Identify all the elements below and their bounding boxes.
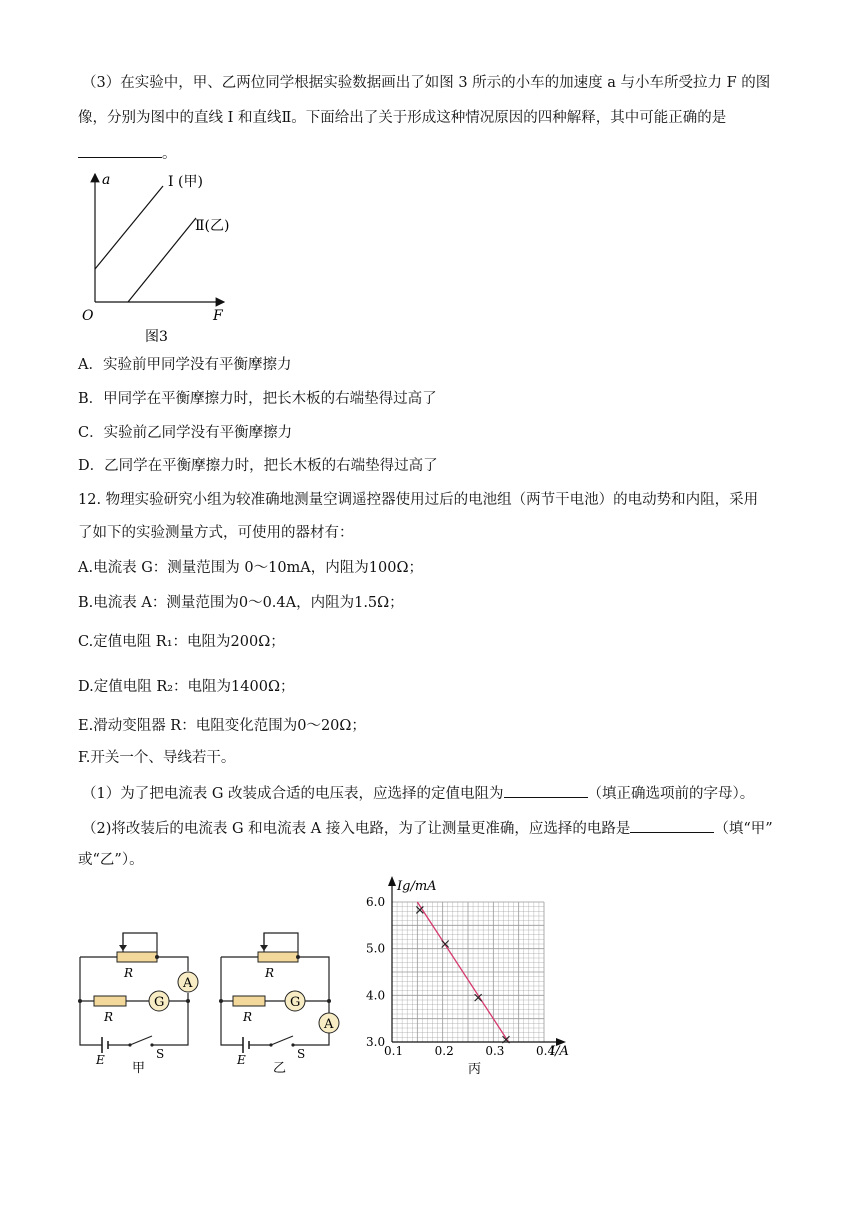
galvanometer-label: G bbox=[154, 995, 165, 1010]
q12-item-e: E.滑动变阻器 R：电阻变化范围为0～20Ω； bbox=[78, 718, 366, 734]
x-tick-label: 0.2 bbox=[434, 1044, 454, 1058]
battery bbox=[243, 1037, 249, 1053]
answer-blank[interactable] bbox=[504, 783, 588, 798]
option-b: B．甲同学在平衡摩擦力时，把长木板的右端垫得过高了 bbox=[78, 391, 437, 407]
graph-ylabel: Ig/mA bbox=[397, 879, 437, 894]
fig3-line-I bbox=[95, 186, 163, 269]
svg-text:R: R bbox=[104, 1010, 114, 1024]
fixed-resistor bbox=[94, 996, 126, 1006]
svg-text:R: R bbox=[124, 966, 134, 980]
q12-line1: 12. 物理实验研究小组为较准确地测量空调遥控器使用过后的电池组（两节干电池）的电动势和内阻，采用 bbox=[78, 492, 759, 508]
q12-item-b: B.电流表 A：测量范围为0～0.4A，内阻为1.5Ω； bbox=[78, 595, 404, 611]
svg-text:R: R bbox=[265, 966, 275, 980]
q11-part3-line1: （3）在实验中，甲、乙两位同学根据实验数据画出了如图 3 所示的小车的加速度 a 与小车所受拉力 F 的图 bbox=[82, 75, 771, 91]
q12-item-a: A.电流表 G：测量范围为 0～10mA，内阻为100Ω； bbox=[78, 560, 423, 576]
fig3-origin: O bbox=[82, 308, 94, 324]
option-c: C．实验前乙同学没有平衡摩擦力 bbox=[78, 425, 293, 441]
x-tick-label: 0.4 bbox=[536, 1044, 556, 1058]
y-tick-label: 4.0 bbox=[366, 988, 386, 1003]
fig3-line-II-label: Ⅱ(乙) bbox=[195, 218, 230, 234]
q12-line2: 了如下的实验测量方式，可使用的器材有： bbox=[78, 525, 354, 541]
galvanometer-label: G bbox=[290, 995, 301, 1010]
q12-item-c: C.定值电阻 R₁：电阻为200Ω； bbox=[78, 634, 285, 650]
option-d: D．乙同学在平衡摩擦力时，把长木板的右端垫得过高了 bbox=[78, 458, 438, 474]
circuit-yi bbox=[213, 915, 353, 1085]
option-a: A．实验前甲同学没有平衡摩擦力 bbox=[78, 357, 292, 373]
fig3-line-I-label: I (甲) bbox=[168, 174, 203, 190]
q12-sub1: （1）为了把电流表 G 改装成合适的电压表，应选择的定值电阻为 （填正确选项前的字母）。 bbox=[82, 783, 754, 804]
rheostat bbox=[258, 952, 298, 962]
circuit-jia-caption: 甲 bbox=[132, 1061, 146, 1076]
q12-item-f: F.开关一个、导线若干。 bbox=[78, 750, 236, 766]
fig3-y-label: a bbox=[102, 172, 111, 188]
q11-part3-line2: 像，分别为图中的直线 I 和直线Ⅱ。下面给出了关于形成这种情况原因的四种解释，其中可能正确的是 bbox=[78, 110, 727, 126]
fig3-line-II bbox=[128, 218, 196, 302]
graph-bing bbox=[360, 872, 590, 1082]
q12-sub2-cont: 或“乙”）。 bbox=[78, 852, 144, 868]
svg-text:S: S bbox=[297, 1047, 306, 1061]
ammeter-label: A bbox=[183, 976, 193, 991]
answer-blank[interactable] bbox=[78, 143, 162, 158]
svg-text:E: E bbox=[237, 1053, 246, 1067]
fixed-resistor bbox=[233, 996, 265, 1006]
x-tick-label: 0.3 bbox=[485, 1044, 505, 1058]
x-tick-label: 0.1 bbox=[384, 1044, 404, 1058]
q11-part3-line3: 。 bbox=[78, 143, 177, 164]
y-tick-label: 3.0 bbox=[366, 1035, 386, 1049]
answer-blank[interactable] bbox=[630, 818, 714, 833]
graph-xlabel: I/A bbox=[550, 1044, 569, 1059]
fig3-x-label: F bbox=[213, 308, 223, 324]
ammeter-label: A bbox=[324, 1017, 334, 1032]
y-tick-label: 6.0 bbox=[366, 895, 386, 909]
svg-text:S: S bbox=[156, 1047, 165, 1061]
y-tick-label: 5.0 bbox=[366, 941, 386, 956]
battery bbox=[102, 1037, 108, 1053]
svg-text:E: E bbox=[96, 1053, 105, 1067]
circuit-yi-caption: 乙 bbox=[273, 1061, 287, 1076]
rheostat bbox=[117, 952, 157, 962]
circuit-jia bbox=[72, 915, 212, 1085]
svg-text:R: R bbox=[243, 1010, 253, 1024]
figure-3 bbox=[78, 168, 248, 346]
fig3-caption: 图3 bbox=[145, 329, 168, 345]
q12-item-d: D.定值电阻 R₂：电阻为1400Ω； bbox=[78, 679, 295, 695]
q12-sub2: （2)将改装后的电流表 G 和电流表 A 接入电路，为了让测量更准确，应选择的电路是 （填“甲” bbox=[82, 818, 773, 839]
graph-caption: 丙 bbox=[468, 1062, 482, 1077]
